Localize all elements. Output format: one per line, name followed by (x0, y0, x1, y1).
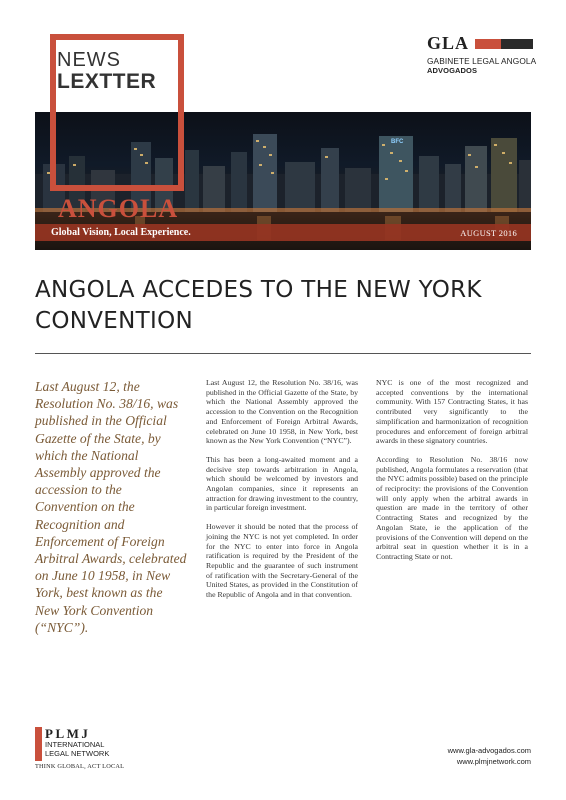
banner-band (35, 224, 531, 241)
network-line-2: LEGAL NETWORK (45, 749, 110, 758)
footer-links (448, 745, 531, 767)
network-name: PLMJ (45, 726, 91, 741)
firm-logo (427, 33, 545, 75)
firm-logo-text: GLA (427, 33, 470, 53)
country-title: ANGOLA (58, 194, 179, 223)
article-column-2 (376, 378, 528, 571)
paragraph: Last August 12, the Resolution No. 38/16, was published in the Official Gazette of the State, by which the National Assembly approved the accession to the Convention on the Recognition and Enforcement of Foreign Arbitral Awards, celebrated on June 10 1958, in New York, best known as the New York Convention (“NYC”). (206, 378, 358, 446)
network-tagline: THINK GLOBAL, ACT LOCAL (35, 763, 125, 770)
article-column-1 (206, 378, 358, 609)
masthead-title (57, 50, 162, 94)
logo-dark-bar (501, 39, 533, 49)
network-line-1: INTERNATIONAL (45, 740, 105, 749)
paragraph: This has been a long-awaited moment and a decisive step towards arbitration in Angola, which should be welcomed by investors and Angolan companies, since it represents an attraction for drawing investment to the country, in particular foreign investment. (206, 454, 358, 513)
tagline: Global Vision, Local Experience. (51, 227, 191, 238)
website-link-plmj[interactable]: www.plmjnetwork.com (456, 757, 531, 766)
logo-accent-bar (475, 39, 501, 49)
article-lead: Last August 12, the Resolution No. 38/16, was published in the Official Gazette of the State, by which the National Assembly approved the accession to the Convention on the Recognition and Enforcement of Foreign Arbitral Awards, celebrated on June 10 1958, in New York, best known as the New York Convention (“NYC”). (35, 379, 187, 635)
firm-subtitle: ADVOGADOS (427, 66, 478, 75)
masthead-line-1: NEWS (57, 49, 121, 71)
website-link-gla[interactable]: www.gla-advogados.com (447, 746, 531, 755)
headline-divider (35, 353, 531, 354)
paragraph: According to Resolution No. 38/16 now published, Angola formulates a reservation (that the NYC admits possible) based on the principle of reciprocity: the provisions of the Convention will only apply when the arbitral awards in question are made in the territory of other Contracting States and recognized by the Angolan State, ie the application of the provisions of the Convention will depend on the arbitral seat in question whether it is in a Contracting State or not. (376, 454, 528, 561)
paragraph: However it should be noted that the process of joining the NYC is not yet completed. In order for the NYC to enter into force in Angola ratification is required by the President of the Republic and the guarantee of such instrument of ratification with the Secretary-General of the United States, as provided in the Constitution of the Republic of Angola and in that convention. (206, 522, 358, 600)
network-logo-mark (35, 727, 42, 761)
article-headline: ANGOLA ACCEDES TO THE NEW YORK CONVENTION (35, 277, 482, 334)
network-logo-text (45, 727, 109, 758)
firm-name: GABINETE LEGAL ANGOLA (427, 56, 537, 66)
paragraph: NYC is one of the most recognized and accepted conventions by the international community. With 157 Contracting States, it has contributed very significantly to the simplification and harmonization of recognition procedures and enforcement of foreign arbitral awards in these signatory countries. (376, 378, 528, 446)
masthead-line-2: LEXTTER (57, 70, 157, 93)
issue-date: AUGUST 2016 (460, 227, 517, 238)
building-sign: BFC (391, 139, 404, 145)
